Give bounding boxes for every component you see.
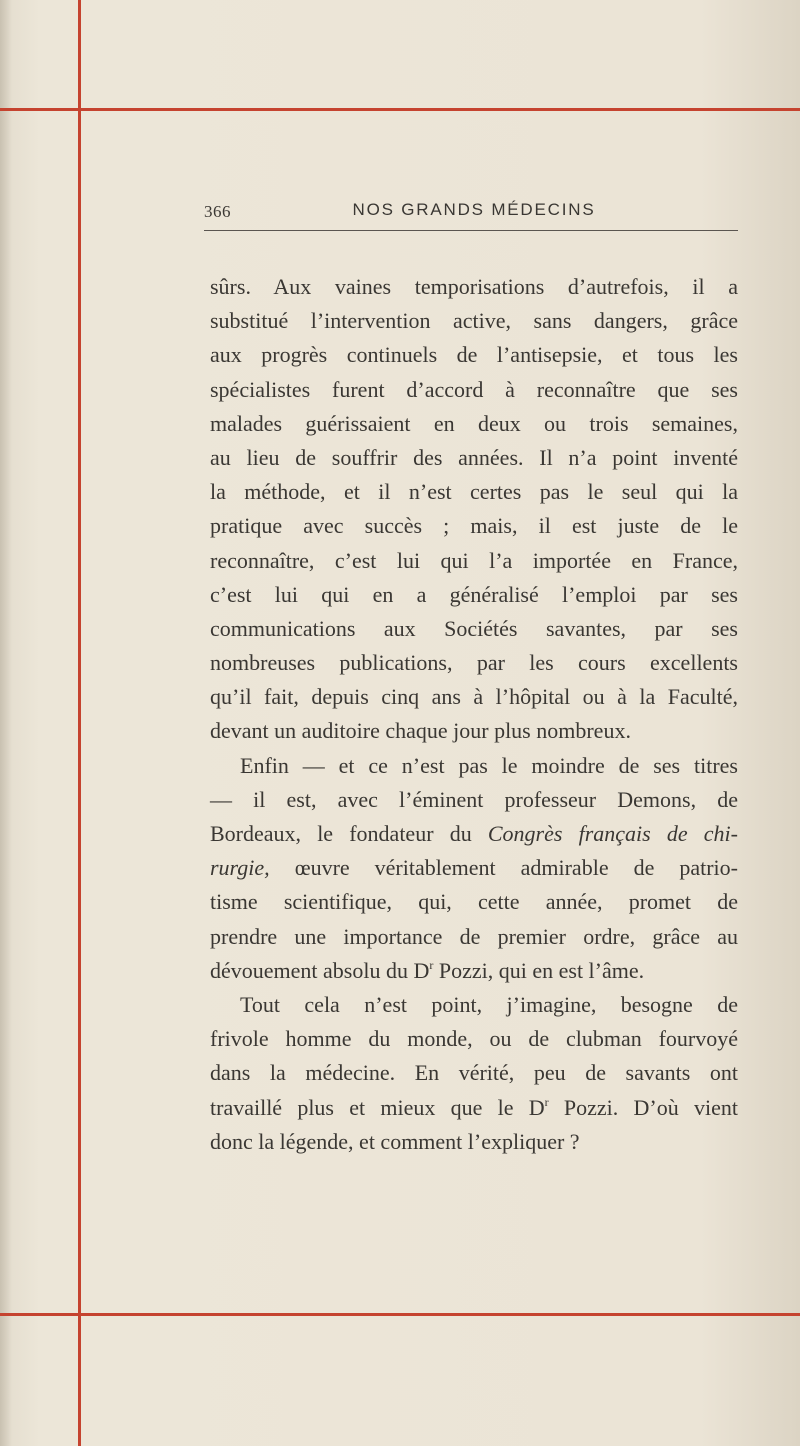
text-segment: qu’il fait, depuis cinq ans à l’hôpital ou à la Faculté, bbox=[210, 684, 738, 710]
text-line bbox=[210, 1022, 738, 1056]
text-line bbox=[210, 475, 738, 509]
text-segment: dévouement absolu du D bbox=[210, 957, 430, 983]
text-segment: Bordeaux, le fondateur du bbox=[210, 821, 488, 846]
text-line bbox=[210, 373, 738, 407]
text-line bbox=[210, 270, 738, 304]
page-number: 366 bbox=[204, 202, 231, 221]
text-segment: sûrs. Aux vaines temporisations d’autrefois, il a bbox=[210, 274, 738, 299]
text-segment: tisme scientifique, qui, cette année, promet de bbox=[210, 889, 738, 915]
text-segment: Tout cela n’est point, j’imagine, besogne de bbox=[240, 991, 738, 1017]
text-segment: pratique avec succès ; mais, il est juste de le bbox=[210, 513, 738, 539]
text-line bbox=[210, 817, 738, 851]
text-line bbox=[210, 509, 738, 543]
text-segment: travaillé plus et mieux que le D bbox=[210, 1094, 545, 1120]
superscript: r bbox=[544, 1094, 549, 1109]
text-line bbox=[210, 680, 738, 714]
text-segment: Enfin — et ce n’est pas le moindre de ses titres bbox=[240, 752, 738, 778]
text-segment: aux progrès continuels de l’antisepsie, et tous les bbox=[210, 342, 738, 368]
text-segment: reconnaître, c’est lui qui l’a importée en France, bbox=[210, 547, 738, 573]
italic-title: rurgie, bbox=[210, 855, 270, 881]
text-segment: spécialistes furent d’accord à reconnaître que ses bbox=[210, 376, 738, 402]
text-segment: Pozzi. D’où vient bbox=[548, 1094, 738, 1120]
text-line bbox=[210, 954, 738, 988]
text-line bbox=[210, 338, 738, 372]
red-margin-rule-top bbox=[0, 108, 800, 111]
text-segment: malades guérissaient en deux ou trois semaines, bbox=[210, 410, 738, 436]
text-line bbox=[210, 851, 738, 885]
text-segment: nombreuses publications, par les cours excellents bbox=[210, 650, 738, 676]
text-line bbox=[210, 920, 738, 954]
text-line bbox=[210, 885, 738, 919]
text-segment: communications aux Sociétés savantes, par ses bbox=[210, 615, 738, 641]
text-segment: devant un auditoire chaque jour plus nombreux. bbox=[210, 718, 631, 744]
text-line bbox=[210, 1125, 738, 1159]
text-segment: œuvre véritablement admirable de patrio- bbox=[269, 855, 738, 881]
text-segment: substitué l’intervention active, sans dangers, grâce bbox=[210, 308, 738, 334]
running-head: NOS GRANDS MÉDECINS bbox=[352, 200, 596, 219]
text-line bbox=[210, 441, 738, 475]
text-line bbox=[210, 1091, 738, 1125]
text-line bbox=[210, 749, 738, 783]
text-line bbox=[210, 988, 738, 1022]
text-segment: la méthode, et il n’est certes pas le seul qui la bbox=[210, 479, 738, 505]
text-line bbox=[210, 407, 738, 441]
body-text bbox=[210, 270, 738, 1159]
text-segment: frivole homme du monde, ou de clubman fourvoyé bbox=[210, 1026, 738, 1052]
text-line bbox=[210, 578, 738, 612]
text-line bbox=[210, 1056, 738, 1090]
text-segment: donc la légende, et comment l’expliquer ? bbox=[210, 1128, 580, 1154]
page-header bbox=[204, 200, 738, 231]
text-line bbox=[210, 612, 738, 646]
text-segment: prendre une importance de premier ordre, grâce au bbox=[210, 923, 738, 949]
text-segment: c’est lui qui en a généralisé l’emploi par ses bbox=[210, 581, 738, 607]
text-segment: Pozzi, qui en est l’âme. bbox=[433, 957, 645, 983]
text-line bbox=[210, 783, 738, 817]
text-segment: — il est, avec l’éminent professeur Demons, de bbox=[210, 786, 738, 812]
italic-title: Congrès français de chi- bbox=[487, 821, 738, 846]
text-segment: au lieu de souffrir des années. Il n’a point inventé bbox=[210, 444, 738, 470]
red-margin-rule-vertical bbox=[78, 0, 81, 1446]
text-line bbox=[210, 646, 738, 680]
text-line bbox=[210, 544, 738, 578]
text-segment: dans la médecine. En vérité, peu de savants ont bbox=[210, 1060, 738, 1086]
spine-shadow bbox=[0, 0, 12, 1446]
text-line bbox=[210, 714, 738, 748]
text-line bbox=[210, 304, 738, 338]
red-margin-rule-bottom bbox=[0, 1313, 800, 1316]
superscript: r bbox=[429, 957, 434, 972]
